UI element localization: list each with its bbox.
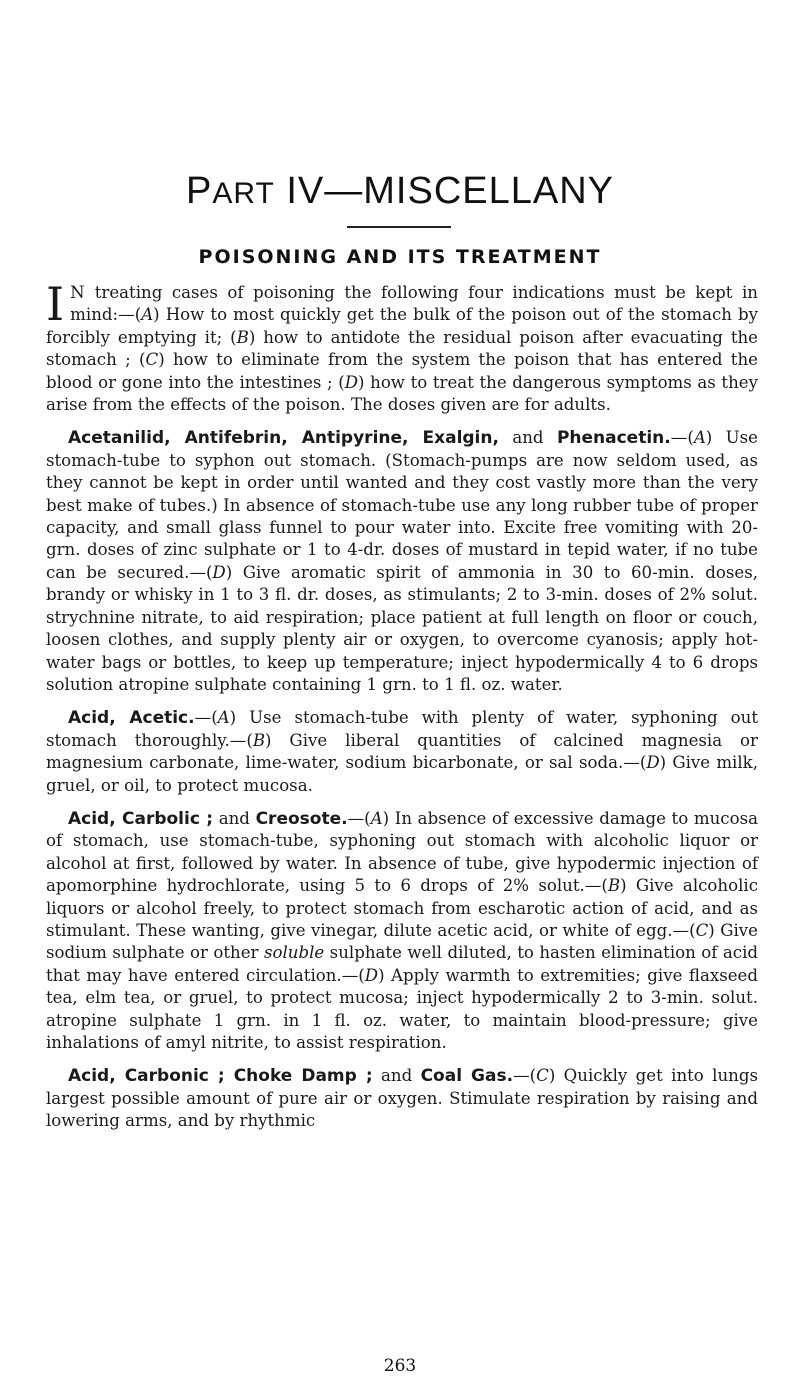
drop-cap: I [46, 277, 65, 331]
entry-acid-carbonic: Acid, Carbonic ; Choke Damp ; and Coal Gas.—(C) Quickly get into lungs largest possible amount of pure air or oxygen. Stimulate respiration by raising and lowering arms, and by rhythmic [46, 1066, 758, 1131]
entry-acid-acetic: Acid, Acetic.—(A) Use stomach-tube with plenty of water, syphoning out stomach thoroughly.—(B) Give liberal quantities of calcined magnesia or magnesium carbonate, lime-water, sodium bicarbonate, or sal soda.—(D) Give milk, gruel, or oil, to protect mucosa. [46, 708, 758, 795]
entry-title: Acid, Carbolic ; [68, 808, 214, 829]
part-title [0, 170, 800, 213]
entry-title: Acetanilid, Antifebrin, Antipyrine, Exalgin, [68, 428, 499, 449]
title-divider [347, 226, 451, 228]
part-title-word: ART [212, 177, 275, 210]
page-number: 263 [383, 1356, 417, 1376]
part-title-rest: IV—MISCELLANY [274, 170, 615, 212]
section-title: POISONING AND ITS TREATMENT [198, 246, 602, 268]
part-title-initial: P [185, 170, 213, 212]
article-body [46, 277, 759, 1144]
entry-title: Acid, Carbonic ; Choke Damp ; [68, 1066, 373, 1087]
entry-title: Acid, Acetic. [68, 708, 195, 729]
entry-acetanilid: Acetanilid, Antifebrin, Antipyrine, Exalgin, and Phenacetin.—(A) Use stomach-tube to syphon out stomach. (Stomach-pumps are now seldom used, as they cannot be kept in order until wanted and they cost vastly more than the very best make of tubes.) In absence of stomach-tube use any long rubber tube of proper capacity, and small glass funnel to pour water into. Excite free vomiting with 20-grn. doses of zinc sulphate or 1 to 4-dr. doses of mustard in tepid water, if no tube can be secured.—(D) Give aromatic spirit of ammonia in 30 to 60-min. doses, brandy or whisky in 1 to 3 fl. dr. doses, as stimulants; 2 to 3-min. doses of 2% solut. strychnine nitrate, to aid respiration; place patient at full length on floor or couch, loosen clothes, and supply plenty air or oxygen, to overcome cyanosis; apply hot-water bags or bottles, to keep up temperature; inject hypodermically 4 to 6 drops solution atropine sulphate containing 1 grn. to 1 fl. oz. water. [46, 428, 758, 694]
intro-paragraph: I N treating cases of poisoning the following four indications must be kept in mind:—(A) How to most quickly get the bulk of the poison out of the stomach by forcibly emptying it; (B) how to antidote the residual poison after evacuating the stomach ; (C) how to eliminate from the system the poison that has entered the blood or gone into the intestines ; (D) how to treat the dangerous symptoms as they arise from the effects of the poison. The doses given are for adults. [46, 277, 758, 415]
entry-acid-carbolic: Acid, Carbolic ; and Creosote.—(A) In absence of excessive damage to mucosa of stomach, use stomach-tube, syphoning out stomach with alcoholic liquor or alcohol at first, followed by water. In absence of tube, give hypodermic injection of apomorphine hydrochlorate, using 5 to 6 drops of 2% solut.—(B) Give alcoholic liquors or alcohol freely, to protect stomach from escharotic action of acid, and as stimulant. These wanting, give vinegar, dilute acetic acid, or white of egg.—(C) Give sodium sulphate or other soluble sulphate well diluted, to hasten elimination of acid that may have entered circulation.—(D) Apply warmth to extremities; give flaxseed tea, elm tea, or gruel, to protect mucosa; inject hypodermically 2 to 3-min. solut. atropine sulphate 1 grn. in 1 fl. oz. water, to maintain blood-pressure; give inhalations of amyl nitrite, to assist respiration. [46, 808, 759, 1052]
